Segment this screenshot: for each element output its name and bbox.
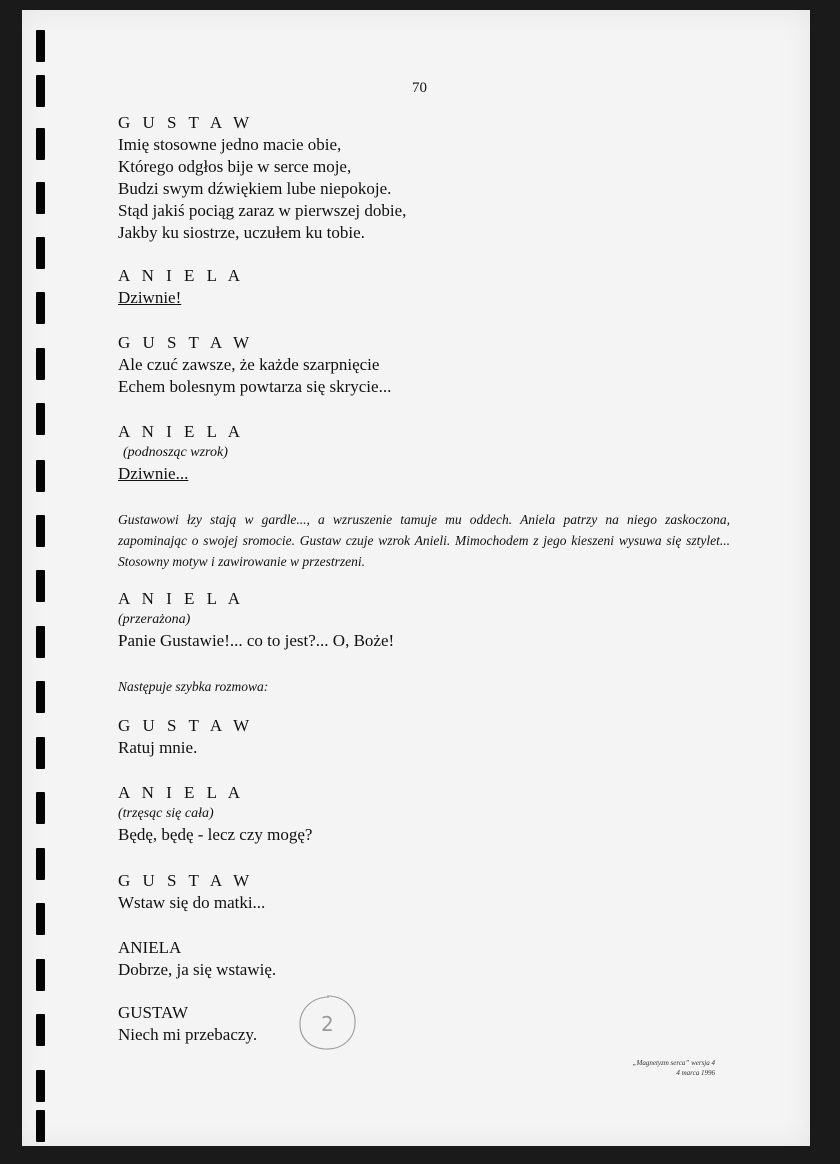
speaker-name: G U S T A W — [118, 333, 254, 352]
verse-line: Imię stosowne jedno macie obie, — [118, 135, 342, 154]
speaker-name: G U S T A W — [118, 113, 254, 132]
verse-line: Którego odgłos bije w serce moje, — [118, 157, 352, 176]
binding-hole — [36, 515, 45, 547]
binding-hole — [36, 903, 45, 935]
footer-date: 4 marca 1996 — [676, 1069, 715, 1077]
binding-hole — [36, 30, 45, 62]
stage-direction-paragraph: Następuje szybka rozmowa: — [118, 679, 269, 694]
handwritten-page-mark — [295, 993, 359, 1053]
verse-line: Dziwnie... — [118, 464, 189, 483]
binding-hole — [36, 737, 45, 769]
verse-line: Stąd jakiś pociąg zaraz w pierwszej dobie, — [118, 201, 407, 220]
binding-hole — [36, 1014, 45, 1046]
verse-line: Echem bolesnym powtarza się skrycie... — [118, 377, 392, 396]
dialogue-block — [118, 870, 265, 914]
binding-hole — [36, 681, 45, 713]
verse-line: Dobrze, ja się wstawię. — [118, 960, 277, 979]
dialogue-block — [118, 1002, 257, 1046]
page-number: 70 — [412, 80, 427, 96]
speaker-name: ANIELA — [118, 938, 182, 957]
speaker-name: A N I E L A — [118, 783, 245, 802]
speaker-name: G U S T A W — [118, 716, 254, 735]
verse-line: Budzi swym dźwiękiem lube niepokoje. — [118, 179, 392, 198]
footer-version: „Magnetyzm serca” wersja 4 — [632, 1059, 715, 1067]
speaker-name: A N I E L A — [118, 266, 245, 285]
dialogue-block — [118, 782, 312, 846]
binding-hole — [36, 1110, 45, 1142]
stage-direction-paragraph: Gustawowi łzy stają w gardle..., a wzruszenie tamuje mu oddech. Aniela patrzy na niego zaskoczona, zapominając o swojej sromocie. Gustaw czuje wzrok Anieli. Mimochodem z jego kieszeni wysuwa się sztylet... Stosowny motyw i zawirowanie w przestrzeni. — [118, 512, 730, 569]
speaker-name: GUSTAW — [118, 1003, 188, 1022]
binding-hole — [36, 128, 45, 160]
verse-line: Niech mi przebaczy. — [118, 1025, 258, 1044]
binding-hole — [36, 292, 45, 324]
verse-line: Wstaw się do matki... — [118, 893, 266, 912]
binding-hole — [36, 792, 45, 824]
dialogue-block — [118, 265, 244, 309]
binding-hole — [36, 570, 45, 602]
binding-hole — [36, 348, 45, 380]
speaker-name: G U S T A W — [118, 871, 254, 890]
binding-hole — [36, 403, 45, 435]
dialogue-block — [118, 715, 253, 759]
binding-hole — [36, 75, 45, 107]
speaker-name: A N I E L A — [118, 589, 245, 608]
binding-hole — [36, 1070, 45, 1102]
verse-line: Będę, będę - lecz czy mogę? — [118, 825, 313, 844]
handwritten-number: 2 — [321, 1012, 334, 1036]
dialogue-block — [118, 421, 244, 485]
dialogue-block — [118, 937, 276, 981]
stage-direction: (przerażona) — [118, 612, 191, 627]
binding-hole — [36, 626, 45, 658]
verse-line: Ratuj mnie. — [118, 738, 198, 757]
binding-hole — [36, 237, 45, 269]
stage-direction: (podnosząc wzrok) — [123, 445, 228, 460]
stage-direction: (trzęsąc się cała) — [118, 806, 214, 821]
binding-hole — [36, 182, 45, 214]
verse-line: Ale czuć zawsze, że każde szarpnięcie — [118, 355, 380, 374]
binding-hole — [36, 959, 45, 991]
speaker-name: A N I E L A — [118, 422, 245, 441]
binding-hole — [36, 848, 45, 880]
binding-hole — [36, 460, 45, 492]
verse-line: Dziwnie! — [118, 288, 182, 307]
dialogue-block — [118, 588, 394, 652]
dialogue-block — [118, 112, 406, 244]
footer-note — [560, 1058, 715, 1078]
verse-line: Panie Gustawie!... co to jest?... O, Boże! — [118, 631, 395, 650]
verse-line: Jakby ku siostrze, uczułem ku tobie. — [118, 223, 365, 242]
dialogue-block — [118, 332, 391, 398]
